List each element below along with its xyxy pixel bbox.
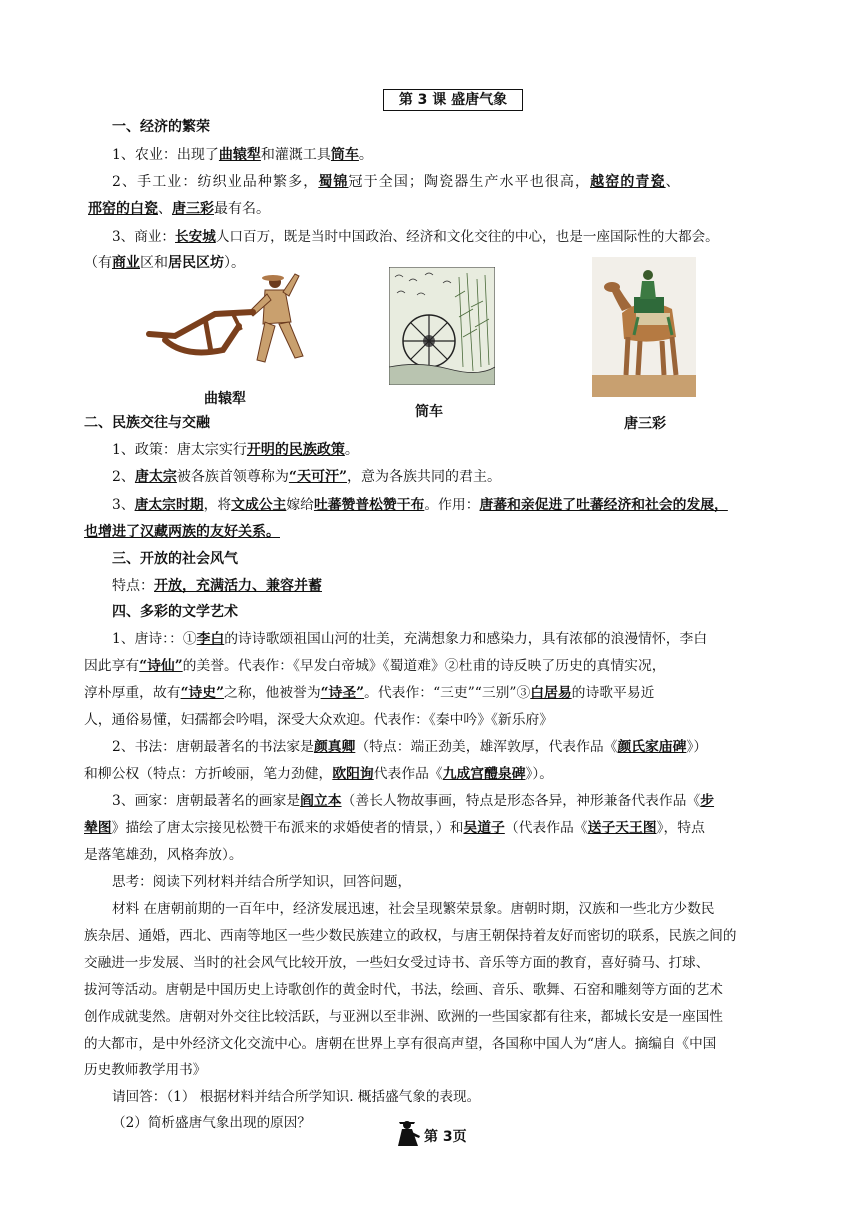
princess-wencheng-line-cont: 也增进了汉藏两族的友好关系。 <box>84 524 280 540</box>
material-line-6: 的大都市，是中外经济文化交流中心。唐朝在世界上享有很高声望，各国称中国人为“唐人。摘编自《中国 <box>84 1036 717 1052</box>
agriculture-line: 1、农业：出现了曲辕犁和灌溉工具筒车。 <box>112 147 373 163</box>
material-line-1: 材料 在唐朝前期的一百年中，经济发展迅速，社会呈现繁荣景象。唐朝时期，汉族和一些北方少数民 <box>112 901 715 917</box>
handicraft-line-cont: 邢窑的白瓷、唐三彩最有名。 <box>88 201 270 217</box>
poetry-line-2: 因此享有“诗仙”的美誉。代表作：《早发白帝城》《蜀道难》②杜甫的诗反映了历史的真情实况， <box>84 658 666 674</box>
material-line-4: 拔河等活动。唐朝是中国历史上诗歌创作的黄金时代，书法，绘画、音乐、歌舞、石窑和雕刻等方面的艺术 <box>84 982 723 998</box>
lesson-title: 第 3 课 盛唐气象 <box>383 89 523 111</box>
section-heading-economy: 一、经济的繁荣 <box>112 119 210 135</box>
water-wheel-illustration <box>389 267 495 385</box>
commerce-line: 3、商业：长安城人口百万，既是当时中国政治、经济和文化交往的中心，也是一座国际性的大都会。 <box>112 229 719 245</box>
section-heading-ethnic: 二、民族交往与交融 <box>84 415 210 431</box>
material-line-3: 交融进一步发展、当时的社会风气比较开放，一些妇女受过诗书、音乐等方面的教育，喜好骑马、打球、 <box>84 955 710 971</box>
society-traits-line: 特点：开放，充满活力、兼容并蓄 <box>112 578 322 594</box>
tian-kehan-line: 2、唐太宗被各族首领尊称为“天可汗”，意为各族共同的君主。 <box>112 469 502 485</box>
tang-sancai-camel-photo <box>592 257 696 397</box>
caption-tang-sancai: 唐三彩 <box>624 416 666 432</box>
question-1: 请回答：（1） 根据材料并结合所学知识. 概括盛气象的表现。 <box>112 1089 481 1105</box>
question-2: （2）简析盛唐气象出现的原因？ <box>112 1115 311 1131</box>
policy-line: 1、政策：唐太宗实行开明的民族政策。 <box>112 442 359 458</box>
calligraphy-line-2: 和柳公权（特点：方折峻丽，笔力劲健，欧阳询代表作品《九成宫醴泉碑》）。 <box>84 766 554 782</box>
poetry-line-1: 1、唐诗：：①李白的诗诗歌颂祖国山河的壮美，充满想象力和感染力，具有浓郁的浪漫情怀，李白 <box>112 631 708 647</box>
section-heading-arts: 四、多彩的文学艺术 <box>112 604 238 620</box>
material-line-2: 族杂居、通婚，西北、西南等地区一些少数民族建立的政权，与唐王朝保持着友好而密切的联系，民族之间的 <box>84 928 737 944</box>
material-line-5: 创作成就斐然。唐朝对外交往比较活跃，与亚洲以至非洲、欧洲的一些国家都有往来，都城长安是一座国性 <box>84 1009 723 1025</box>
scholar-logo-icon <box>394 1118 422 1148</box>
commerce-line-cont: （有商业区和居民区坊）。 <box>84 255 245 271</box>
caption-curved-plow: 曲辕犁 <box>204 391 246 407</box>
painting-line-1: 3、画家：唐朝最著名的画家是阎立本（善长人物故事画，特点是形态各异，神形兼备代表作品《步 <box>112 793 715 809</box>
painting-line-3: 是落笔雄劲，风格奔放）。 <box>84 847 243 863</box>
caption-water-wheel: 筒车 <box>415 404 443 420</box>
curved-plow-illustration <box>145 264 325 376</box>
page-number: 第 3页 <box>424 1129 467 1145</box>
calligraphy-line-1: 2、书法：唐朝最著名的书法家是颜真卿（特点：端正劲美，雄浑敦厚，代表作品《颜氏家庙碑》） <box>112 739 708 755</box>
poetry-line-4: 人，通俗易懂，妇孺都会吟唱，深受大众欢迎。代表作：《秦中吟》《新乐府》 <box>84 712 554 728</box>
handicraft-line: 2、手工业：纺织业品种繁多，蜀锦冠于全国；陶瓷器生产水平也很高，越窑的青瓷、 <box>112 174 681 190</box>
painting-line-2: 辇图》描绘了唐太宗接见松赞干布派来的求婚使者的情景，）和吴道子（代表作品《送子天王图》，特点 <box>84 820 705 836</box>
material-line-7: 历史教师教学用书》 <box>84 1062 207 1078</box>
section-heading-society: 三、开放的社会风气 <box>112 551 238 567</box>
poetry-line-3: 淳朴厚重，故有“诗史”之称，他被誉为“诗圣”。代表作：“三吏”“三别”③白居易的诗歌平易近 <box>84 685 655 701</box>
princess-wencheng-line: 3、唐太宗时期，将文成公主嫁给吐蕃赞普松赞干布。作用：唐蕃和亲促进了吐蕃经济和社会的发展， <box>112 497 728 513</box>
think-intro: 思考：阅读下列材料并结合所学知识，回答问题， <box>112 874 412 890</box>
